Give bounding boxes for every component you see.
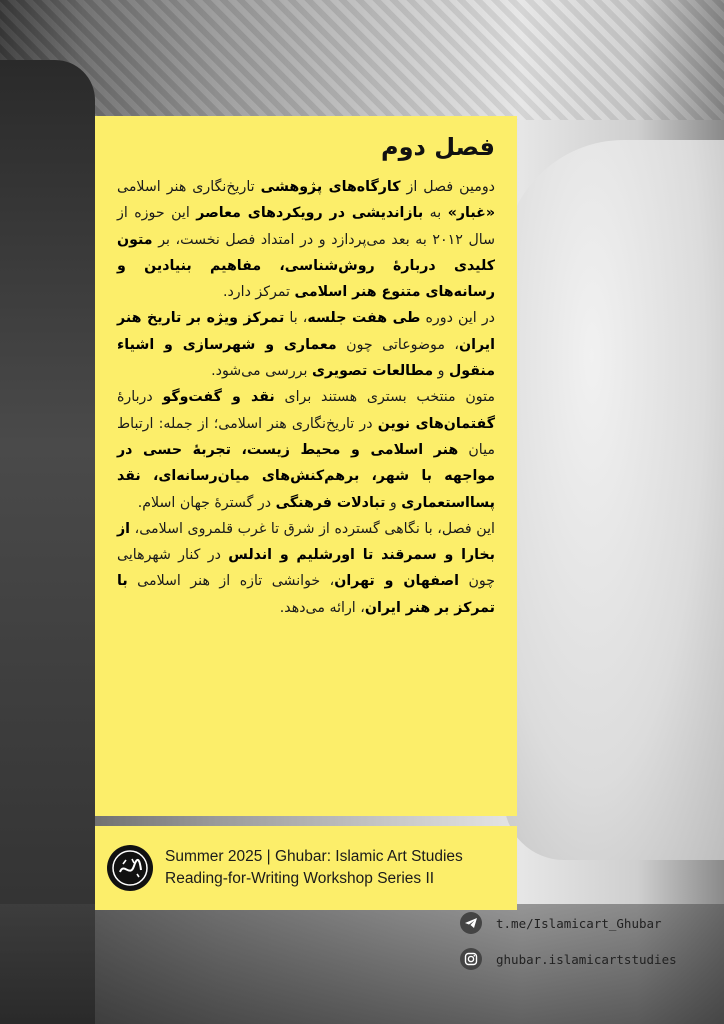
footer-line-1: Summer 2025 | Ghubar: Islamic Art Studies <box>165 848 463 865</box>
emphasis-text: اصفهان و تهران <box>334 573 459 590</box>
telegram-icon <box>460 912 482 934</box>
text-card <box>95 116 517 816</box>
instagram-link[interactable] <box>460 948 720 970</box>
instagram-icon <box>460 948 482 970</box>
body-text: این حوزه از سال ۲۰۱۲ به بعد می‌پردازد و در امتداد فصل نخست، بر <box>117 205 496 248</box>
body-text: و <box>433 363 449 380</box>
footer-banner <box>95 826 517 910</box>
body-text: به <box>423 205 448 222</box>
emphasis-text: تبادلات فرهنگی <box>275 494 386 511</box>
background-figure-right <box>504 140 724 860</box>
emphasis-text: بازاندیشی در رویکردهای معاصر <box>196 205 424 222</box>
body-text: در تاریخ‌نگاری هنر اسلامی؛ از جمله: ارتباط میان <box>117 415 495 458</box>
body-text: دومین فصل از <box>400 179 495 195</box>
body-text: ، خوانشی تازه از هنر اسلامی <box>127 573 335 590</box>
emphasis-text: گفتمان‌های نوین <box>377 415 495 432</box>
emphasis-text: «غبار» <box>447 205 495 222</box>
body-text: و <box>385 494 402 511</box>
emphasis-text: معماری و شهرسازی و اشیاء منقول <box>117 336 495 380</box>
background-figure-left <box>0 60 95 1024</box>
telegram-handle[interactable]: t.me/Islamicart_Ghubar <box>496 915 662 931</box>
body-text: در کنار شهرهایی چون <box>117 547 496 590</box>
body-text: ، ارائه می‌دهد. <box>279 599 365 616</box>
body-text: تمرکز دارد. <box>222 284 295 301</box>
emphasis-text: نقد و گفت‌وگو <box>162 389 275 406</box>
instagram-handle[interactable]: ghubar.islamicartstudies <box>496 951 677 967</box>
emphasis-text: متون کلیدی دربارهٔ روش‌شناسی، مفاهیم بنیادین و رسانه‌های متنوع هنر اسلامی <box>117 231 495 301</box>
body-text: دربارهٔ <box>117 389 163 406</box>
emphasis-text: تمرکز ویژه بر تاریخ هنر ایران <box>117 310 495 353</box>
chapter-body <box>117 174 495 621</box>
body-text: در گسترهٔ جهان اسلام. <box>137 494 276 511</box>
emphasis-text: از بخارا و سمرقند تا اورشلیم و اندلس <box>117 520 495 564</box>
chapter-paragraph <box>117 174 495 305</box>
body-text: متون منتخب بستری هستند برای <box>274 389 495 406</box>
body-text: بررسی می‌شود. <box>211 363 312 380</box>
chapter-paragraph <box>117 516 495 621</box>
body-text: ، با <box>284 310 308 327</box>
body-text: تاریخ‌نگاری هنر اسلامی <box>117 179 261 195</box>
emphasis-text: کارگاه‌های پژوهشی <box>260 179 401 195</box>
telegram-link[interactable] <box>460 912 720 934</box>
body-text: در این دوره <box>420 310 496 327</box>
footer-caption <box>165 846 463 890</box>
calligraphy-seal-logo-icon <box>107 845 153 891</box>
emphasis-text: هنر اسلامی و محیط زیست، تجربهٔ حسی در مواجهه با شهر، برهم‌کنش‌های میان‌رسانه‌ای، نقد پسااستعماری <box>117 441 495 511</box>
chapter-title: فصل دوم <box>381 133 495 161</box>
footer-line-2: Reading-for-Writing Workshop Series II <box>165 870 435 887</box>
emphasis-text: با تمرکز بر هنر ایران <box>117 573 495 616</box>
emphasis-text: طی هفت جلسه <box>307 310 421 327</box>
emphasis-text: مطالعات تصویری <box>311 363 434 380</box>
chapter-paragraph <box>117 305 495 384</box>
body-text: این فصل، با نگاهی گسترده از شرق تا غرب قلمروی اسلامی، <box>130 520 495 537</box>
chapter-paragraph <box>117 384 495 515</box>
body-text: ، موضوعاتی چون <box>336 336 459 353</box>
